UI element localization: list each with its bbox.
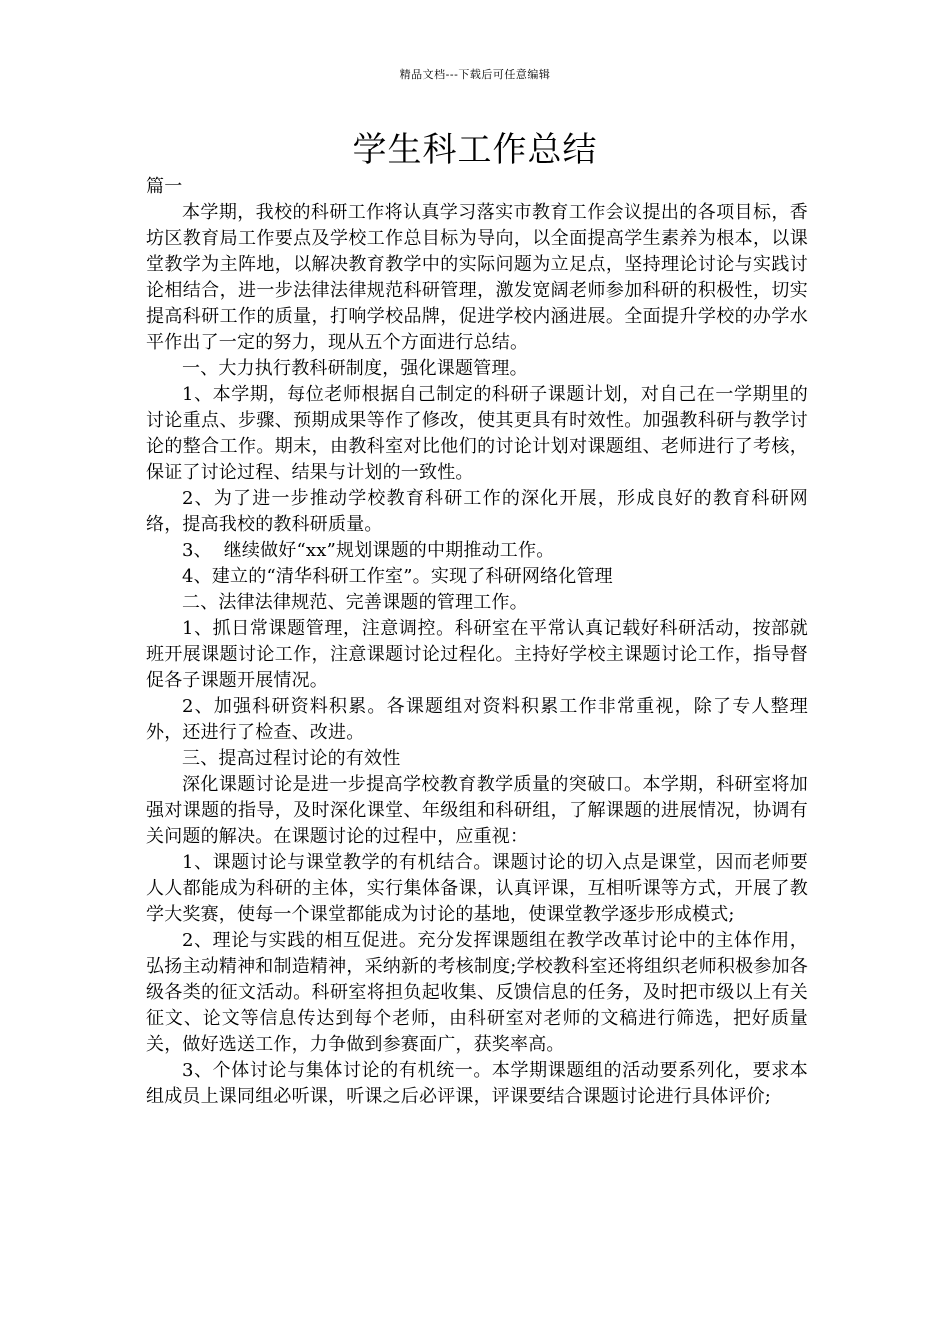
paragraph: 1、抓日常课题管理，注意调控。科研室在平常认真记载好科研活动，按部就班开展课题讨论工作，注意课题讨论过程化。主持好学校主课题讨论工作，指导督促各子课题开展情况。 [146, 618, 808, 691]
paragraph: 2、加强科研资料积累。各课题组对资料积累工作非常重视，除了专人整理外，还进行了检查、改进。 [146, 696, 808, 743]
paragraph: 3、 继续做好“xx”规划课题的中期推动工作。 [182, 540, 555, 561]
document-title: 学生科工作总结 [352, 130, 598, 170]
document-body [146, 174, 808, 1110]
paragraph: 2、为了进一步推动学校教育科研工作的深化开展，形成良好的教育科研网络，提高我校的教科研质量。 [146, 488, 808, 535]
paragraph: 1、课题讨论与课堂教学的有机结合。课题讨论的切入点是课堂，因而老师要人人都能成为科研的主体，实行集体备课，认真评课，互相听课等方式，开展了教学大奖赛，使每一个课堂都能成为讨论的基地，使课堂教学逐步形成模式; [146, 852, 808, 925]
page-header-note: 精品文档---下载后可任意编辑 [399, 68, 551, 81]
paragraph: 1、本学期，每位老师根据自己制定的科研子课题计划，对自己在一学期里的讨论重点、步骤、预期成果等作了修改，使其更具有时效性。加强教科研与教学讨论的整合工作。期末，由教科室对比他们的讨论计划对课题组、老师进行了考核，保证了讨论过程、结果与计划的一致性。 [146, 384, 808, 483]
paragraph: 3、个体讨论与集体讨论的有机统一。本学期课题组的活动要系列化，要求本组成员上课同组必听课，听课之后必评课，评课要结合课题讨论进行具体评价; [146, 1060, 808, 1107]
paragraph: 2、理论与实践的相互促进。充分发挥课题组在教学改革讨论中的主体作用，弘扬主动精神和制造精神，采纳新的考核制度;学校教科室还将组织老师积极参加各级各类的征文活动。科研室将担负起收集、反馈信息的任务，及时把市级以上有关征文、论文等信息传达到每个老师，由科研室对老师的文稿进行筛选，把好质量关，做好选送工作，力争做到参赛面广，获奖率高。 [146, 930, 808, 1055]
section-heading: 一、大力执行教科研制度，强化课题管理。 [182, 358, 528, 379]
section-heading: 二、法律法律规范、完善课题的管理工作。 [182, 592, 528, 613]
section-heading: 三、提高过程讨论的有效性 [182, 748, 401, 769]
paragraph: 深化课题讨论是进一步提高学校教育教学质量的突破口。本学期，科研室将加强对课题的指导，及时深化课堂、年级组和科研组，了解课题的进展情况，协调有关问题的解决。在课题讨论的过程中，应重视： [146, 774, 808, 847]
paragraph: 本学期，我校的科研工作将认真学习落实市教育工作会议提出的各项目标，香坊区教育局工作要点及学校工作总目标为导向，以全面提高学生素养为根本，以课堂教学为主阵地，以解决教育教学中的实际问题为立足点，坚持理论讨论与实践讨论相结合，进一步法律法律规范科研管理，激发宽阔老师参加科研的积极性，切实提高科研工作的质量，打响学校品牌，促进学校内涵进展。全面提升学校的办学水平作出了一定的努力，现从五个方面进行总结。 [146, 202, 808, 353]
paragraph: 4、建立的“清华科研工作室”。实现了科研网络化管理 [182, 566, 613, 587]
paragraph: 篇一 [146, 176, 183, 197]
